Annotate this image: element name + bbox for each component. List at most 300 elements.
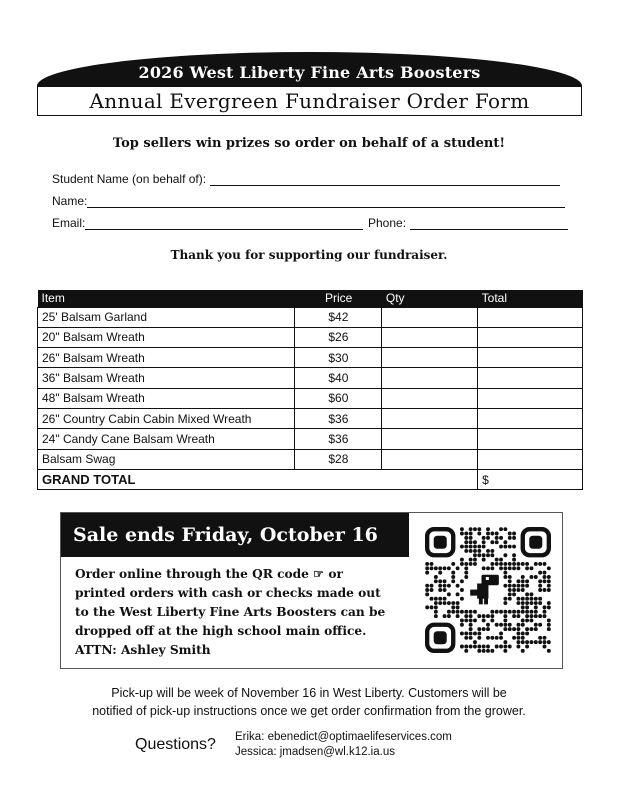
qr-module	[499, 536, 503, 540]
qr-module	[521, 575, 525, 579]
qr-module	[451, 610, 455, 614]
qr-module	[538, 571, 542, 575]
qr-module	[486, 645, 490, 649]
qr-module	[495, 623, 499, 627]
qr-module	[525, 610, 529, 614]
qr-module	[486, 527, 490, 531]
qr-module	[490, 649, 494, 653]
qr-module	[425, 592, 429, 596]
email-label: Email:	[52, 216, 86, 230]
qr-module	[508, 645, 512, 649]
qr-module	[499, 636, 503, 640]
qr-module	[434, 601, 438, 605]
qr-module	[499, 545, 503, 549]
qr-module	[438, 571, 442, 575]
qr-module	[464, 645, 468, 649]
qr-module	[516, 627, 520, 631]
qr-module	[477, 545, 481, 549]
qr-module	[477, 614, 481, 618]
qr-module	[499, 562, 503, 566]
qr-module	[456, 614, 460, 618]
qr-module	[451, 605, 455, 609]
qr-module	[469, 536, 473, 540]
qr-module	[521, 601, 525, 605]
qr-module	[543, 636, 547, 640]
qr-module	[425, 588, 429, 592]
qr-module	[473, 631, 477, 635]
qr-module	[464, 540, 468, 544]
qr-module	[525, 562, 529, 566]
total-cell[interactable]	[478, 429, 583, 449]
qr-module	[469, 532, 473, 536]
qr-module	[486, 649, 490, 653]
qr-module	[460, 562, 464, 566]
qr-module	[516, 579, 520, 583]
qr-module	[534, 575, 538, 579]
qr-module	[495, 558, 499, 562]
qr-module	[464, 549, 468, 553]
total-cell[interactable]	[478, 327, 583, 347]
phone-field[interactable]	[368, 216, 568, 230]
qr-module	[469, 614, 473, 618]
qr-module	[477, 527, 481, 531]
grand-total-label: GRAND TOTAL	[38, 469, 478, 489]
qr-module	[434, 575, 438, 579]
item-price: $42	[295, 307, 382, 327]
qr-module	[490, 540, 494, 544]
qr-module	[477, 549, 481, 553]
qr-module	[464, 636, 468, 640]
qr-module	[547, 605, 551, 609]
table-row	[38, 449, 583, 469]
qr-module	[477, 553, 481, 557]
total-cell[interactable]	[478, 368, 583, 388]
qty-cell[interactable]	[382, 429, 478, 449]
qr-module	[503, 584, 507, 588]
qr-module	[543, 575, 547, 579]
qr-module	[543, 579, 547, 583]
phone-label: Phone:	[368, 216, 407, 230]
qr-module	[529, 575, 533, 579]
name-line[interactable]	[87, 196, 565, 208]
qr-module	[512, 545, 516, 549]
banner-title: 2026 West Liberty Fine Arts Boosters	[138, 63, 481, 82]
qr-module	[434, 579, 438, 583]
qr-module	[473, 558, 477, 562]
qty-cell[interactable]	[382, 368, 478, 388]
qr-module	[482, 618, 486, 622]
qr-module	[495, 610, 499, 614]
total-cell[interactable]	[478, 449, 583, 469]
qr-module	[464, 545, 468, 549]
qr-module	[430, 566, 434, 570]
grand-total-row	[38, 469, 583, 489]
qr-module	[508, 575, 512, 579]
qr-module	[538, 588, 542, 592]
qr-module	[430, 597, 434, 601]
qr-module	[538, 562, 542, 566]
email-field[interactable]	[52, 216, 363, 230]
table-row	[38, 327, 583, 347]
qr-module	[469, 558, 473, 562]
qr-module	[477, 636, 481, 640]
qr-module	[543, 610, 547, 614]
qr-module	[469, 562, 473, 566]
qr-module	[512, 532, 516, 536]
qr-module	[499, 566, 503, 570]
qr-module	[438, 566, 442, 570]
qr-module	[495, 536, 499, 540]
contact-jessica	[235, 745, 452, 760]
name-field[interactable]	[52, 194, 565, 208]
qr-module	[525, 645, 529, 649]
qr-module	[521, 579, 525, 583]
qr-module	[503, 645, 507, 649]
qr-module	[538, 614, 542, 618]
form-title: Annual Evergreen Fundraiser Order Form	[89, 89, 530, 113]
qr-module	[534, 623, 538, 627]
qr-code-icon[interactable]	[425, 527, 551, 653]
qr-module	[447, 592, 451, 596]
item-name: 26" Balsam Wreath	[38, 348, 295, 368]
qr-module	[534, 605, 538, 609]
qr-module	[516, 584, 520, 588]
qr-module	[512, 566, 516, 570]
qr-module	[529, 614, 533, 618]
qr-module	[503, 553, 507, 557]
qr-module	[508, 610, 512, 614]
qr-module	[495, 532, 499, 536]
qr-module	[490, 553, 494, 557]
qr-module	[503, 571, 507, 575]
total-cell[interactable]	[478, 408, 583, 428]
qr-module	[456, 610, 460, 614]
qr-module	[460, 545, 464, 549]
qr-module	[525, 614, 529, 618]
qr-module	[534, 614, 538, 618]
header-item: Item	[38, 290, 295, 307]
sale-info-box	[60, 512, 563, 669]
header-qty: Qty	[382, 290, 478, 307]
qr-module	[525, 627, 529, 631]
qty-cell[interactable]	[382, 327, 478, 347]
qr-module	[525, 618, 529, 622]
qr-module	[543, 605, 547, 609]
qr-module	[534, 597, 538, 601]
qr-module	[499, 645, 503, 649]
qr-module	[503, 640, 507, 644]
qr-module	[425, 562, 429, 566]
qr-module	[464, 575, 468, 579]
student-name-field[interactable]	[52, 172, 560, 186]
qr-module	[473, 553, 477, 557]
qr-module	[516, 566, 520, 570]
qr-module	[477, 532, 481, 536]
item-name: 36" Balsam Wreath	[38, 368, 295, 388]
qr-module	[482, 649, 486, 653]
qr-module	[434, 566, 438, 570]
qr-module	[508, 588, 512, 592]
name-label: Name:	[52, 194, 88, 208]
qr-module	[469, 610, 473, 614]
qr-module	[447, 566, 451, 570]
qr-module	[460, 645, 464, 649]
qty-cell[interactable]	[382, 348, 478, 368]
qr-module	[438, 584, 442, 588]
qr-module	[547, 627, 551, 631]
qr-module	[443, 601, 447, 605]
qr-module	[473, 549, 477, 553]
qr-module	[486, 553, 490, 557]
qr-module	[508, 584, 512, 588]
qr-module	[451, 562, 455, 566]
qr-module	[477, 627, 481, 631]
qr-module	[447, 584, 451, 588]
qr-module	[538, 636, 542, 640]
table-row	[38, 307, 583, 327]
qr-module	[547, 575, 551, 579]
header-banner	[37, 52, 582, 86]
total-cell[interactable]	[478, 348, 583, 368]
sale-line-1: Order online through the QR code ☞ or	[75, 567, 343, 581]
qr-module	[516, 636, 520, 640]
qr-module	[456, 592, 460, 596]
item-price: $30	[295, 348, 382, 368]
qr-module	[447, 614, 451, 618]
qr-module	[482, 627, 486, 631]
qr-module	[490, 566, 494, 570]
qr-module	[469, 549, 473, 553]
order-table	[37, 290, 583, 490]
qty-cell[interactable]	[382, 388, 478, 408]
qr-finder-dot	[434, 631, 447, 644]
qr-module	[486, 623, 490, 627]
qr-module	[508, 592, 512, 596]
qr-module	[529, 640, 533, 644]
qr-module	[499, 623, 503, 627]
qr-module	[529, 592, 533, 596]
qr-module	[525, 597, 529, 601]
qr-module	[547, 566, 551, 570]
qr-module	[443, 579, 447, 583]
questions-label: Questions?	[135, 736, 216, 753]
qr-module	[512, 536, 516, 540]
qr-module	[512, 614, 516, 618]
qr-module	[503, 562, 507, 566]
qr-module	[430, 605, 434, 609]
qr-module	[508, 532, 512, 536]
qty-cell[interactable]	[382, 408, 478, 428]
contact-email[interactable]: ebenedict@optimaelifeservices.com	[267, 731, 452, 743]
contact-name: Jessica:	[235, 746, 277, 758]
qr-module	[473, 545, 477, 549]
qr-module	[490, 618, 494, 622]
qr-module	[521, 623, 525, 627]
email-line[interactable]	[85, 218, 363, 230]
item-name: 24" Candy Cane Balsam Wreath	[38, 429, 295, 449]
qr-module	[503, 601, 507, 605]
qr-module	[482, 545, 486, 549]
qr-module	[425, 605, 429, 609]
qr-module	[512, 610, 516, 614]
qr-module	[525, 605, 529, 609]
qr-module	[430, 588, 434, 592]
contact-erika	[235, 730, 452, 745]
qr-module	[529, 597, 533, 601]
contact-email[interactable]: jmadsen@wl.k12.ia.us	[279, 746, 395, 758]
qr-module	[482, 614, 486, 618]
sale-attn: ATTN: Ashley Smith	[75, 643, 211, 657]
qr-module	[460, 618, 464, 622]
qr-module	[443, 614, 447, 618]
qr-module	[456, 566, 460, 570]
qr-module	[425, 566, 429, 570]
qr-module	[508, 566, 512, 570]
qr-module	[543, 645, 547, 649]
sale-heading: Sale ends Friday, October 16	[61, 513, 409, 557]
qr-module	[503, 623, 507, 627]
qr-module	[503, 575, 507, 579]
student-name-line[interactable]	[210, 174, 560, 186]
qr-module	[543, 562, 547, 566]
qr-module	[443, 597, 447, 601]
qr-finder-dot	[529, 536, 542, 549]
qr-module	[469, 636, 473, 640]
qr-module	[547, 588, 551, 592]
qr-module	[486, 532, 490, 536]
qr-module	[482, 645, 486, 649]
qr-module	[547, 649, 551, 653]
grand-total-value[interactable]: $	[478, 469, 583, 489]
qr-module	[525, 579, 529, 583]
qr-module	[469, 645, 473, 649]
qty-cell[interactable]	[382, 449, 478, 469]
item-price: $40	[295, 368, 382, 388]
qr-module	[508, 597, 512, 601]
qr-module	[438, 588, 442, 592]
qr-module	[503, 614, 507, 618]
pickup-notice	[40, 684, 578, 720]
qr-module	[543, 571, 547, 575]
qr-module	[516, 588, 520, 592]
qr-module	[451, 601, 455, 605]
qr-module	[490, 610, 494, 614]
qr-module	[521, 618, 525, 622]
qr-module	[525, 592, 529, 596]
qr-module	[482, 553, 486, 557]
qr-module	[499, 527, 503, 531]
qr-module	[456, 584, 460, 588]
qr-module	[490, 532, 494, 536]
qr-module	[525, 640, 529, 644]
sale-line-4: dropped off at the high school main office.	[75, 624, 367, 638]
contacts	[235, 730, 452, 760]
qr-module	[430, 584, 434, 588]
qr-module	[473, 527, 477, 531]
phone-line[interactable]	[410, 218, 568, 230]
qr-module	[425, 571, 429, 575]
qr-module	[512, 584, 516, 588]
qr-module	[477, 645, 481, 649]
qr-module	[547, 640, 551, 644]
item-price: $36	[295, 429, 382, 449]
qr-module	[529, 627, 533, 631]
qr-module	[538, 601, 542, 605]
total-cell[interactable]	[478, 388, 583, 408]
qr-module	[438, 579, 442, 583]
qty-cell[interactable]	[382, 307, 478, 327]
qr-module	[543, 640, 547, 644]
qr-module	[534, 601, 538, 605]
qr-module	[464, 566, 468, 570]
qr-module	[473, 540, 477, 544]
qr-module	[464, 649, 468, 653]
item-name: Balsam Swag	[38, 449, 295, 469]
qr-module	[516, 631, 520, 635]
tagline: Top sellers win prizes so order on behalf of a student!	[112, 136, 506, 151]
qr-module	[525, 566, 529, 570]
qr-module	[503, 618, 507, 622]
qr-module	[460, 588, 464, 592]
qr-module	[464, 532, 468, 536]
qr-module	[486, 627, 490, 631]
qr-module	[516, 610, 520, 614]
qr-module	[516, 623, 520, 627]
student-name-label: Student Name (on behalf of):	[52, 172, 207, 186]
qr-module	[469, 623, 473, 627]
table-row	[38, 429, 583, 449]
qr-module	[464, 536, 468, 540]
qr-module	[503, 627, 507, 631]
qr-module	[525, 631, 529, 635]
table-row	[38, 368, 583, 388]
qr-module	[447, 610, 451, 614]
qr-module	[451, 575, 455, 579]
table-header-row	[38, 290, 583, 307]
qr-module	[464, 631, 468, 635]
qr-module	[538, 640, 542, 644]
qr-module	[516, 601, 520, 605]
item-name: 26" Country Cabin Cabin Mixed Wreath	[38, 408, 295, 428]
qr-module	[521, 649, 525, 653]
qr-module	[495, 562, 499, 566]
qr-module	[512, 636, 516, 640]
qr-module	[503, 545, 507, 549]
sale-line-2: printed orders with cash or checks made out	[75, 586, 381, 600]
qr-module	[508, 562, 512, 566]
item-price: $26	[295, 327, 382, 347]
qr-module	[503, 649, 507, 653]
qr-module	[508, 579, 512, 583]
qr-module	[486, 614, 490, 618]
qr-module	[534, 610, 538, 614]
qr-module	[529, 601, 533, 605]
qr-module	[543, 614, 547, 618]
qr-module	[456, 601, 460, 605]
total-cell[interactable]	[478, 307, 583, 327]
qr-module	[512, 592, 516, 596]
qr-module	[464, 614, 468, 618]
qr-module	[529, 610, 533, 614]
qr-module	[434, 597, 438, 601]
header-total: Total	[478, 290, 583, 307]
qr-module	[512, 558, 516, 562]
qr-module	[521, 636, 525, 640]
qr-module	[464, 610, 468, 614]
qr-module	[512, 588, 516, 592]
qr-module	[482, 540, 486, 544]
qr-module	[477, 631, 481, 635]
